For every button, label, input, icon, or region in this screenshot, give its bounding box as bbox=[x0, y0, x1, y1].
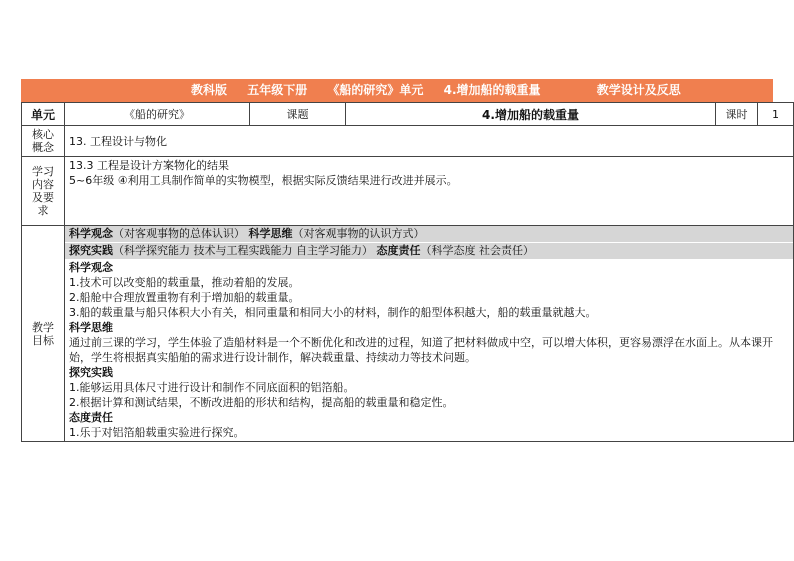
thinking-item-1: 通过前三课的学习，学生体验了造船材料是一个不断优化和改进的过程，知道了把材料做成中空，可以增大体积，更容易漂浮在水面上。从本课开始，学生将根据真实船舶的需求进行设计制作，解决载重量、持续动力等技术问题。 bbox=[69, 336, 773, 364]
core-concept-row bbox=[22, 126, 794, 157]
teaching-goals-content bbox=[65, 226, 794, 442]
learning-content-label: 学习 内容 及要 求 bbox=[22, 157, 65, 226]
period-value: 1 bbox=[758, 103, 794, 126]
section-title-thinking: 科学思维 bbox=[69, 321, 113, 334]
practice-item-2: 2.根据计算和测试结果，不断改进船的形状和结构，提高船的载重量和稳定性。 bbox=[69, 396, 454, 409]
learning-content-text bbox=[65, 157, 794, 226]
learning-content-row bbox=[22, 157, 794, 226]
teaching-goals-row bbox=[22, 226, 794, 442]
title-banner bbox=[21, 79, 773, 102]
unit-label: 单元 bbox=[22, 103, 65, 126]
goal-dimensions-row-2: 探究实践（科学探究能力 技术与工程实践能力 自主学习能力） 态度责任（科学态度 社会责任） bbox=[65, 243, 793, 259]
section-title-practice: 探究实践 bbox=[69, 366, 113, 379]
concept-item-1: 1.技术可以改变船的载重量，推动着船的发展。 bbox=[69, 276, 300, 289]
banner-lesson: 4.增加船的载重量 bbox=[443, 83, 541, 97]
practice-item-1: 1.能够运用具体尺寸进行设计和制作不同底面积的铝箔船。 bbox=[69, 381, 355, 394]
concept-item-2: 2.船舱中合理放置重物有利于增加船的载重量。 bbox=[69, 291, 300, 304]
banner-doc-type: 教学设计及反思 bbox=[596, 83, 681, 97]
lesson-plan-document bbox=[21, 79, 779, 442]
goal-dimensions-row-1: 科学观念（对客观事物的总体认识） 科学思维（对客观事物的认识方式） bbox=[65, 226, 793, 243]
core-concept-text: 13. 工程设计与物化 bbox=[65, 126, 794, 157]
topic-label: 课题 bbox=[250, 103, 346, 126]
attitude-item-1: 1.乐于对铝箔船载重实验进行探究。 bbox=[69, 426, 245, 439]
concept-item-3: 3.船的载重量与船只体积大小有关，相同重量和相同大小的材料，制作的船型体积越大，船的载重量就越大。 bbox=[69, 306, 597, 319]
section-title-concept: 科学观念 bbox=[69, 261, 113, 274]
period-label: 课时 bbox=[716, 103, 758, 126]
header-row bbox=[22, 103, 794, 126]
learning-line-2: 5~6年级 ④利用工具制作简单的实物模型，根据实际反馈结果进行改进并展示。 bbox=[69, 174, 458, 187]
topic-value: 4.增加船的载重量 bbox=[346, 103, 716, 126]
unit-value: 《船的研究》 bbox=[65, 103, 250, 126]
banner-unit: 《船的研究》单元 bbox=[327, 83, 424, 97]
teaching-goals-label: 教学 目标 bbox=[22, 226, 65, 442]
learning-line-1: 13.3 工程是设计方案物化的结果 bbox=[69, 159, 229, 172]
goal-sections bbox=[65, 259, 793, 441]
lesson-plan-table bbox=[21, 102, 794, 442]
core-concept-label: 核心 概念 bbox=[22, 126, 65, 157]
banner-edition: 教科版 bbox=[191, 83, 228, 97]
banner-grade: 五年级下册 bbox=[247, 83, 308, 97]
section-title-attitude: 态度责任 bbox=[69, 411, 113, 424]
